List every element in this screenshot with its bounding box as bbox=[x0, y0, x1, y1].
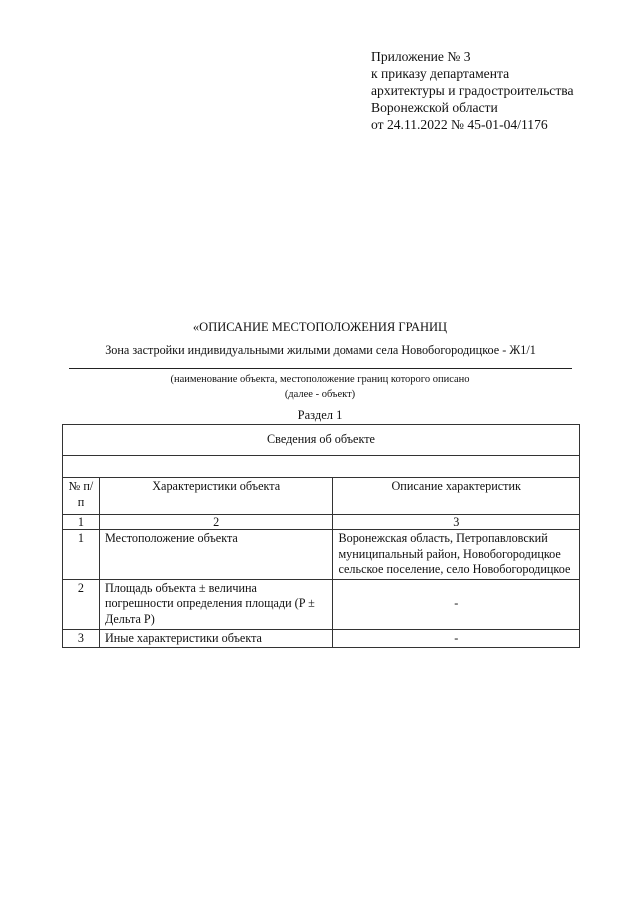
table-row bbox=[63, 579, 580, 629]
caption-line-2: (далее - объект) bbox=[284, 389, 356, 400]
column-header-description: Описание характеристик bbox=[333, 478, 580, 515]
column-header-characteristic: Характеристики объекта bbox=[99, 478, 333, 515]
row-number: 3 bbox=[63, 629, 100, 648]
table-column-number-row bbox=[63, 515, 580, 530]
column-number: 3 bbox=[333, 515, 580, 530]
object-name: Зона застройки индивидуальными жилыми домами села Новобогородицкое - Ж1/1 bbox=[105, 343, 536, 357]
row-description: - bbox=[333, 629, 580, 648]
row-characteristic: Местоположение объекта bbox=[99, 530, 333, 580]
column-number: 2 bbox=[99, 515, 333, 530]
table-header: Сведения об объекте bbox=[63, 425, 580, 456]
row-number: 2 bbox=[63, 579, 100, 629]
table-empty-cell bbox=[63, 456, 580, 478]
appendix-line: от 24.11.2022 № 45-01-04/1176 bbox=[371, 117, 548, 132]
table-empty-row bbox=[63, 456, 580, 478]
row-characteristic: Площадь объекта ± величина погрешности определения площади (P ± Дельта P) bbox=[99, 579, 333, 629]
column-header-number: № п/п bbox=[63, 478, 100, 515]
table-column-header-row bbox=[63, 478, 580, 515]
caption-line-1: (наименование объекта, местоположение границ которого описано bbox=[170, 374, 470, 385]
row-number: 1 bbox=[63, 530, 100, 580]
appendix-line: Приложение № 3 bbox=[371, 49, 471, 64]
table-row bbox=[63, 530, 580, 580]
appendix-line: к приказу департамента bbox=[371, 66, 510, 81]
section-title: Раздел 1 bbox=[297, 408, 343, 422]
object-caption bbox=[0, 372, 640, 402]
appendix-line: архитектуры и градостроительства bbox=[371, 83, 574, 98]
row-description: - bbox=[333, 579, 580, 629]
appendix-block bbox=[371, 48, 574, 133]
table-header-row bbox=[63, 425, 580, 456]
table-row bbox=[63, 629, 580, 648]
object-name-underline bbox=[69, 368, 572, 369]
object-info-table bbox=[62, 424, 580, 648]
document-title: «ОПИСАНИЕ МЕСТОПОЛОЖЕНИЯ ГРАНИЦ bbox=[192, 320, 448, 334]
column-number: 1 bbox=[63, 515, 100, 530]
row-characteristic: Иные характеристики объекта bbox=[99, 629, 333, 648]
row-description: Воронежская область, Петропавловский муниципальный район, Новобогородицкое сельское поселение, село Новобогородицкое bbox=[333, 530, 580, 580]
appendix-line: Воронежской области bbox=[371, 100, 498, 115]
